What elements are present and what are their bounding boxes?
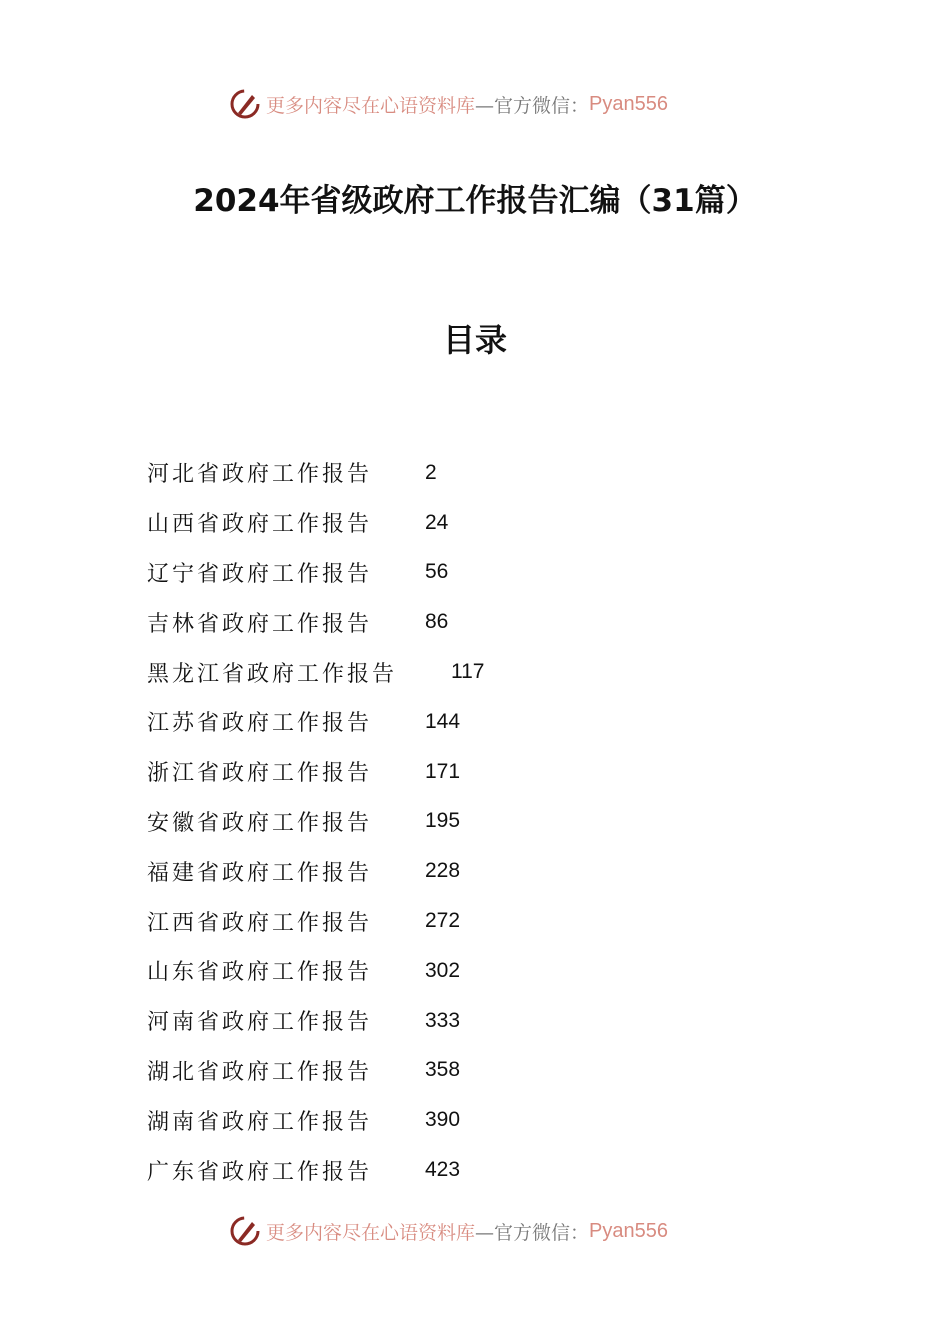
- toc-entry-title: 浙江省政府工作报告: [147, 761, 373, 787]
- toc-entry[interactable]: [147, 946, 484, 996]
- toc-entry-page: 2: [425, 460, 437, 484]
- toc-entry[interactable]: [147, 647, 484, 697]
- toc-entry[interactable]: [147, 1046, 484, 1096]
- toc-entry-page: 86: [425, 610, 449, 634]
- toc-entry-title: 福建省政府工作报告: [147, 860, 373, 886]
- toc-entry-page: 358: [425, 1058, 461, 1082]
- toc-entry-page: 56: [425, 560, 449, 584]
- toc-entry-title: 辽宁省政府工作报告: [147, 561, 373, 587]
- pen-logo-icon: [228, 87, 262, 121]
- toc-entry-page: 272: [425, 909, 461, 933]
- toc-entry-page: 390: [425, 1108, 461, 1132]
- toc-entry-title: 吉林省政府工作报告: [147, 611, 373, 637]
- toc-entry-title: 湖北省政府工作报告: [147, 1059, 373, 1085]
- toc-entry[interactable]: [147, 896, 484, 946]
- toc-entry-title: 江西省政府工作报告: [147, 910, 373, 936]
- banner-text: 更多内容尽在心语资料库: [266, 94, 476, 117]
- toc-entry-page: 24: [425, 510, 449, 534]
- footer-banner: [228, 1213, 728, 1249]
- toc-entry[interactable]: [147, 846, 484, 896]
- table-of-contents: [147, 448, 484, 1195]
- toc-entry-title: 山西省政府工作报告: [147, 512, 373, 538]
- banner-text: 更多内容尽在心语资料库: [266, 1221, 476, 1244]
- toc-entry-title: 河北省政府工作报告: [147, 462, 373, 488]
- toc-entry-page: 117: [451, 660, 485, 684]
- toc-entry[interactable]: [147, 548, 484, 598]
- toc-entry[interactable]: [147, 797, 484, 847]
- toc-entry[interactable]: [147, 697, 484, 747]
- banner-wechat-id: Pyan556: [589, 92, 668, 115]
- toc-entry[interactable]: [147, 498, 484, 548]
- toc-entry-page: 171: [425, 759, 461, 783]
- pen-logo-icon: [228, 1214, 262, 1248]
- toc-entry-page: 333: [425, 1008, 461, 1032]
- toc-entry-title: 安徽省政府工作报告: [147, 810, 373, 836]
- toc-entry-title: 山东省政府工作报告: [147, 960, 373, 986]
- toc-entry[interactable]: [147, 747, 484, 797]
- toc-entry-title: 河南省政府工作报告: [147, 1010, 373, 1036]
- banner-wechat-label: —官方微信：: [475, 94, 590, 117]
- toc-entry-title: 湖南省政府工作报告: [147, 1109, 373, 1135]
- banner-wechat-label: —官方微信：: [475, 1221, 590, 1244]
- toc-entry[interactable]: [147, 597, 484, 647]
- toc-entry-page: 302: [425, 958, 461, 982]
- document-title: 2024年省级政府工作报告汇编（31篇）: [193, 183, 757, 219]
- toc-entry-title: 黑龙江省政府工作报告: [147, 661, 398, 687]
- toc-entry[interactable]: [147, 996, 484, 1046]
- toc-entry-title: 江苏省政府工作报告: [147, 711, 373, 737]
- toc-entry-page: 228: [425, 859, 461, 883]
- toc-entry-page: 144: [425, 709, 461, 733]
- toc-entry[interactable]: [147, 1095, 484, 1145]
- toc-entry[interactable]: [147, 448, 484, 498]
- toc-heading: 目录: [442, 321, 507, 359]
- header-banner: [228, 86, 728, 122]
- toc-entry-page: 195: [425, 809, 461, 833]
- banner-wechat-id: Pyan556: [589, 1219, 668, 1242]
- toc-entry[interactable]: [147, 1145, 484, 1195]
- toc-entry-title: 广东省政府工作报告: [147, 1159, 373, 1185]
- toc-entry-page: 423: [425, 1158, 461, 1182]
